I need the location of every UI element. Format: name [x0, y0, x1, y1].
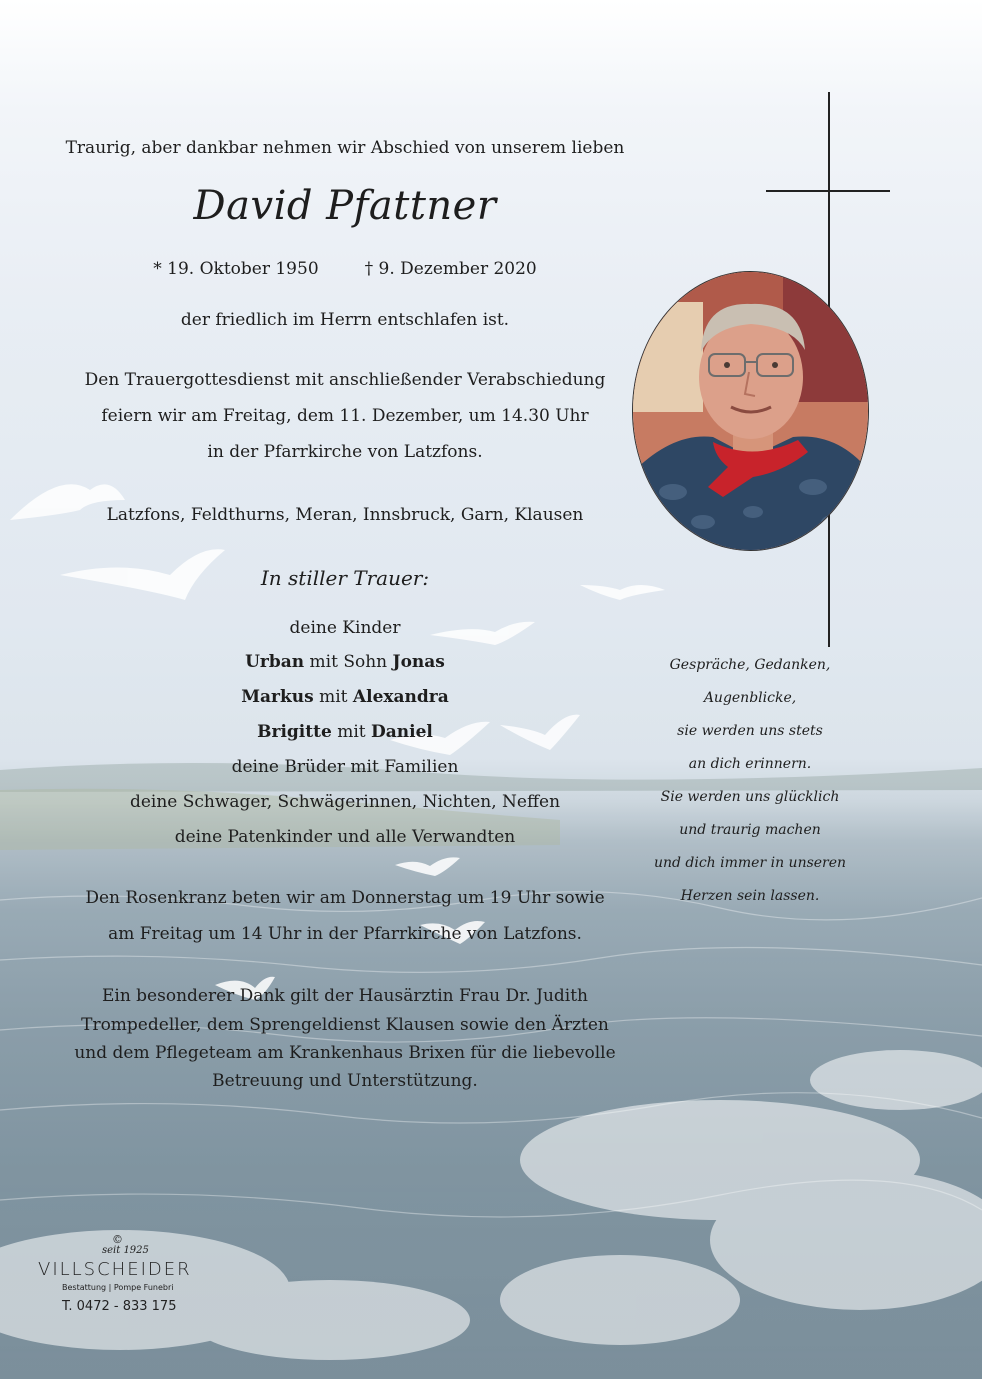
family-brothers: deine Brüder mit Familien — [231, 757, 459, 777]
quote-line: Sie werden uns glücklich — [660, 789, 840, 805]
family-line-markus — [40, 687, 650, 707]
quote-line: und traurig machen — [679, 822, 821, 838]
quote-line: und dich immer in unseren — [653, 855, 847, 871]
passed-text: der friedlich im Herrn entschlafen ist. — [180, 310, 510, 330]
deceased-name: David Pfattner — [193, 183, 497, 229]
logo-subtitle: Bestattung | Pompe Funebri — [62, 1283, 174, 1292]
family-name: Daniel — [371, 722, 433, 742]
quote-line: Gespräche, Gedanken, — [669, 657, 831, 673]
thanks-line: Trompedeller, dem Sprengeldienst Klausen sowie den Ärzten — [81, 1015, 609, 1035]
places-line: Latzfons, Feldthurns, Meran, Innsbruck, Garn, Klausen — [106, 505, 584, 525]
family-name: Alexandra — [352, 687, 449, 707]
logo-since: seit 1925 — [102, 1245, 149, 1256]
quote-line: an dich erinnern. — [688, 756, 812, 772]
family-name: Brigitte — [257, 722, 332, 742]
family-line-brigitte — [40, 722, 650, 742]
funeral-home-logo — [36, 1233, 226, 1323]
family-children-label: deine Kinder — [289, 618, 401, 638]
service-line: in der Pfarrkirche von Latzfons. — [207, 442, 483, 462]
quote-line: sie werden uns stets — [677, 723, 823, 739]
family-name: Markus — [241, 687, 314, 707]
thanks-line: und dem Pflegeteam am Krankenhaus Brixen für die liebevolle — [74, 1043, 616, 1063]
logo-phone: T. 0472 - 833 175 — [62, 1299, 177, 1314]
family-godchildren: deine Patenkinder und alle Verwandten — [174, 827, 516, 847]
quote-line: Herzen sein lassen. — [680, 888, 820, 904]
family-name: Jonas — [392, 652, 445, 672]
family-connector: mit — [331, 722, 371, 742]
family-line-urban — [40, 652, 650, 672]
thanks-line: Ein besonderer Dank gilt der Hausärztin Frau Dr. Judith — [101, 986, 589, 1006]
death-date: † 9. Dezember 2020 — [364, 259, 537, 279]
life-dates — [40, 259, 650, 279]
logo-brand: VILLSCHEIDER — [38, 1259, 192, 1280]
thanks-line: Betreuung und Unterstützung. — [212, 1071, 478, 1091]
mourning-title: In stiller Trauer: — [260, 566, 430, 590]
family-name: Urban — [245, 652, 305, 672]
memorial-quote — [620, 0, 880, 920]
service-line: Den Trauergottesdienst mit anschließender Verabschiedung — [84, 370, 606, 390]
birth-date: * 19. Oktober 1950 — [153, 259, 319, 279]
intro-text: Traurig, aber dankbar nehmen wir Abschied von unserem lieben — [65, 138, 625, 158]
family-connector: mit Sohn — [304, 652, 393, 672]
logo-copyright: © — [112, 1233, 123, 1246]
rosary-line: Den Rosenkranz beten wir am Donnerstag um 19 Uhr sowie — [85, 888, 605, 908]
rosary-line: am Freitag um 14 Uhr in der Pfarrkirche von Latzfons. — [108, 924, 582, 944]
quote-line: Augenblicke, — [703, 690, 797, 706]
family-connector: mit — [313, 687, 353, 707]
service-line: feiern wir am Freitag, dem 11. Dezember, um 14.30 Uhr — [101, 406, 589, 426]
main-text-column — [40, 0, 650, 1100]
family-inlaws: deine Schwager, Schwägerinnen, Nichten, Neffen — [129, 792, 561, 812]
